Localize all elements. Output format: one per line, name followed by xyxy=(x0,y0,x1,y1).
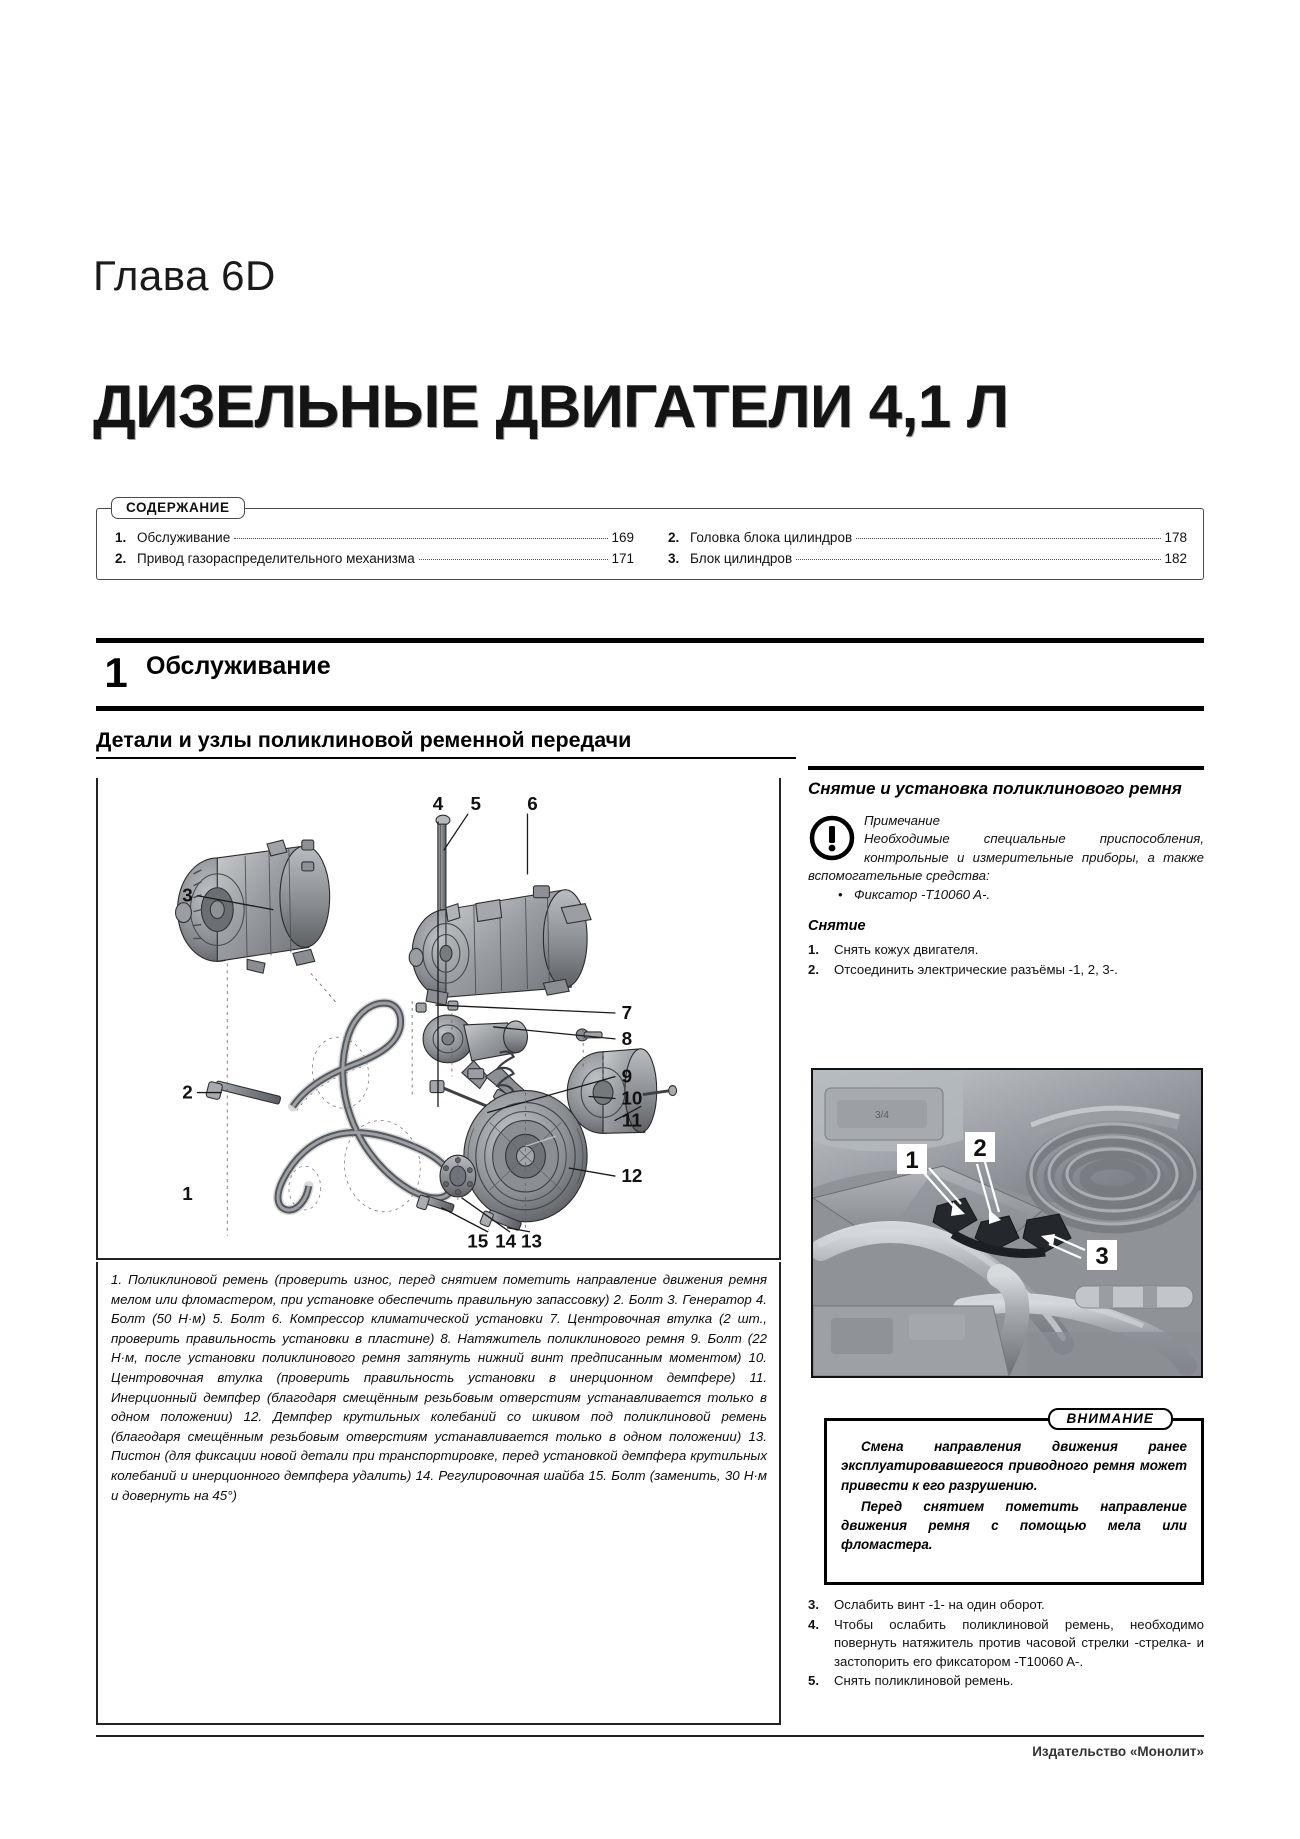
diagram-callout-4: 4 xyxy=(432,794,444,816)
step-number: 2. xyxy=(808,961,819,977)
step-item xyxy=(808,961,1204,980)
svg-text:1: 1 xyxy=(905,1147,919,1174)
toc-entry[interactable] xyxy=(668,527,1187,548)
toc-number: 1. xyxy=(115,530,127,545)
step-text: Отсоединить электрические разъёмы -1, 2, 3-. xyxy=(834,961,1118,977)
step-item xyxy=(808,1672,1204,1691)
toc-page-number: 171 xyxy=(611,551,634,566)
step-number: 5. xyxy=(808,1673,819,1689)
warning-tab-label: ВНИМАНИЕ xyxy=(1048,1408,1173,1430)
exploded-parts-diagram xyxy=(98,778,779,1258)
svg-text:3/4: 3/4 xyxy=(875,1110,889,1121)
contents-box xyxy=(96,500,1204,580)
section-title: Обслуживание xyxy=(146,652,331,680)
exclamation-circle-icon xyxy=(808,814,856,862)
warning-box xyxy=(824,1411,1204,1585)
removal-heading: Снятие xyxy=(808,918,866,935)
right-column-rule xyxy=(808,766,1204,770)
toc-page-number: 182 xyxy=(1164,551,1187,566)
lower-steps-list xyxy=(808,1596,1204,1692)
diagram-callout-11: 11 xyxy=(621,1110,642,1132)
right-column xyxy=(808,778,1204,980)
diagram-callout-7: 7 xyxy=(621,1002,633,1024)
step-text: Снять поликлиновой ремень. xyxy=(834,1673,1014,1689)
contents-columns xyxy=(97,527,1203,569)
chapter-label: Глава 6D xyxy=(93,252,276,299)
footer-rule xyxy=(96,1735,1204,1737)
section-rule-top xyxy=(96,638,1204,643)
svg-text:3: 3 xyxy=(1095,1243,1109,1270)
diagram-callout-14: 14 xyxy=(495,1231,517,1253)
warning-paragraph: Смена направления движения ранее эксплуатировавшегося приводного ремня может привести к его разрушению. xyxy=(841,1439,1187,1493)
section-rule-bottom xyxy=(96,706,1204,711)
toc-page-number: 169 xyxy=(611,530,634,545)
diagram-callout-10: 10 xyxy=(621,1088,643,1110)
step-item xyxy=(808,1616,1204,1672)
note-body: Необходимые специальные приспособления, контрольные и измерительные приборы, а также вспомогательные средства: xyxy=(808,831,1204,884)
toc-label: Привод газораспределительного механизма xyxy=(137,551,415,566)
engine-photo xyxy=(811,1068,1203,1378)
toc-number: 2. xyxy=(668,530,680,545)
diagram-callout-15: 15 xyxy=(467,1231,489,1253)
toc-entry[interactable] xyxy=(668,548,1187,569)
toc-leader-dots xyxy=(234,538,608,539)
toc-label: Блок цилиндров xyxy=(690,551,793,566)
diagram-callout-6: 6 xyxy=(527,794,538,816)
diagram-callout-9: 9 xyxy=(621,1066,633,1088)
toc-leader-dots xyxy=(856,538,1161,539)
diagram-callout-3: 3 xyxy=(182,885,193,907)
footer-publisher: Издательство «Монолит» xyxy=(1032,1744,1204,1759)
engine-photo-graphic xyxy=(813,1070,1201,1376)
toc-page-number: 178 xyxy=(1164,530,1187,545)
diagram-callout-12: 12 xyxy=(621,1166,643,1188)
step-number: 1. xyxy=(808,942,819,958)
step-text: Ослабить винт -1- на один оборот. xyxy=(834,1597,1045,1612)
note-title: Примечание xyxy=(864,813,940,828)
warning-body xyxy=(841,1437,1187,1555)
contents-tab-label: СОДЕРЖАНИЕ xyxy=(111,497,245,519)
contents-column-left xyxy=(97,527,650,569)
toc-label: Головка блока цилиндров xyxy=(690,530,853,545)
step-text: Чтобы ослабить поликлиновой ремень, необходимо повернуть натяжитель против часовой стрелки -стрелка- и застопорить его фиксатором -T10060 A-. xyxy=(834,1616,1204,1669)
toc-leader-dots xyxy=(419,559,609,560)
step-text: Снять кожух двигателя. xyxy=(834,942,979,958)
svg-text:2: 2 xyxy=(973,1135,987,1162)
exploded-diagram-panel xyxy=(96,778,781,1260)
step-number: 4. xyxy=(808,1616,819,1632)
page-title: ДИЗЕЛЬНЫЕ ДВИГАТЕЛИ 4,1 Л xyxy=(93,373,1009,440)
toc-number: 3. xyxy=(668,551,680,566)
toc-number: 2. xyxy=(115,551,127,566)
warning-paragraph: Перед снятием пометить направление движения ремня с помощью мела или фломастера. xyxy=(841,1498,1187,1553)
step-number: 3. xyxy=(808,1597,819,1612)
step-item xyxy=(808,1596,1204,1615)
contents-column-right xyxy=(650,527,1203,569)
section-number: 1 xyxy=(104,649,128,696)
right-column-heading: Снятие и установка поликлинового ремня xyxy=(808,779,1182,798)
toc-leader-dots xyxy=(796,559,1161,560)
diagram-caption-text: 1. Поликлиновой ремень (проверить износ, перед снятием пометить направление движения ремня мелом или фломастером, при установке обеспечить правильную запассовку) 2. Болт 3. Генератор 4. Болт (50 Н·м) 5. Болт 6. Компрессор климатической установки 7. Центровочная втулка (2 шт., проверить правильность установки в пластине) 8. Натяжитель поликлинового ремня 9. Болт (22 Н·м, после установки поликлинового ремня затянуть нижний винт предписанным моментом) 10. Центровочная втулка (проверить правильность установки в инерционном демпфере) 11. Инерционный демпфер (благодаря смещённым резьбовым отверстиям устанавливается только в одном положении) 12. Демпфер крутильных колебаний со шкивом под поликлиновой ремень (благодаря смещённым резьбовым отверстиям устанавливается только в одном положении) 13. Пистон (для фиксации новой детали при транспортировке, перед установкой демпфера крутильных колебаний и инерционного демпфера удалить) 14. Регулировочная шайба 15. Болт (заменить, 30 Н·м и довернуть на 45°) xyxy=(111,1272,767,1503)
diagram-caption-box xyxy=(96,1262,781,1725)
diagram-callout-8: 8 xyxy=(621,1028,633,1050)
subsection-heading: Детали и узлы поликлиновой ременной передачи xyxy=(96,728,796,759)
toc-entry[interactable] xyxy=(115,527,634,548)
diagram-callout-2: 2 xyxy=(182,1082,193,1104)
diagram-callout-13: 13 xyxy=(520,1231,542,1253)
toc-label: Обслуживание xyxy=(137,530,231,545)
diagram-callout-5: 5 xyxy=(470,794,482,816)
note-block xyxy=(808,812,1204,904)
toc-entry[interactable] xyxy=(115,548,634,569)
step-item xyxy=(808,941,1204,960)
diagram-callout-1: 1 xyxy=(182,1183,193,1205)
note-bullet-item: • Фиксатор -T10060 A-. xyxy=(838,886,1204,904)
